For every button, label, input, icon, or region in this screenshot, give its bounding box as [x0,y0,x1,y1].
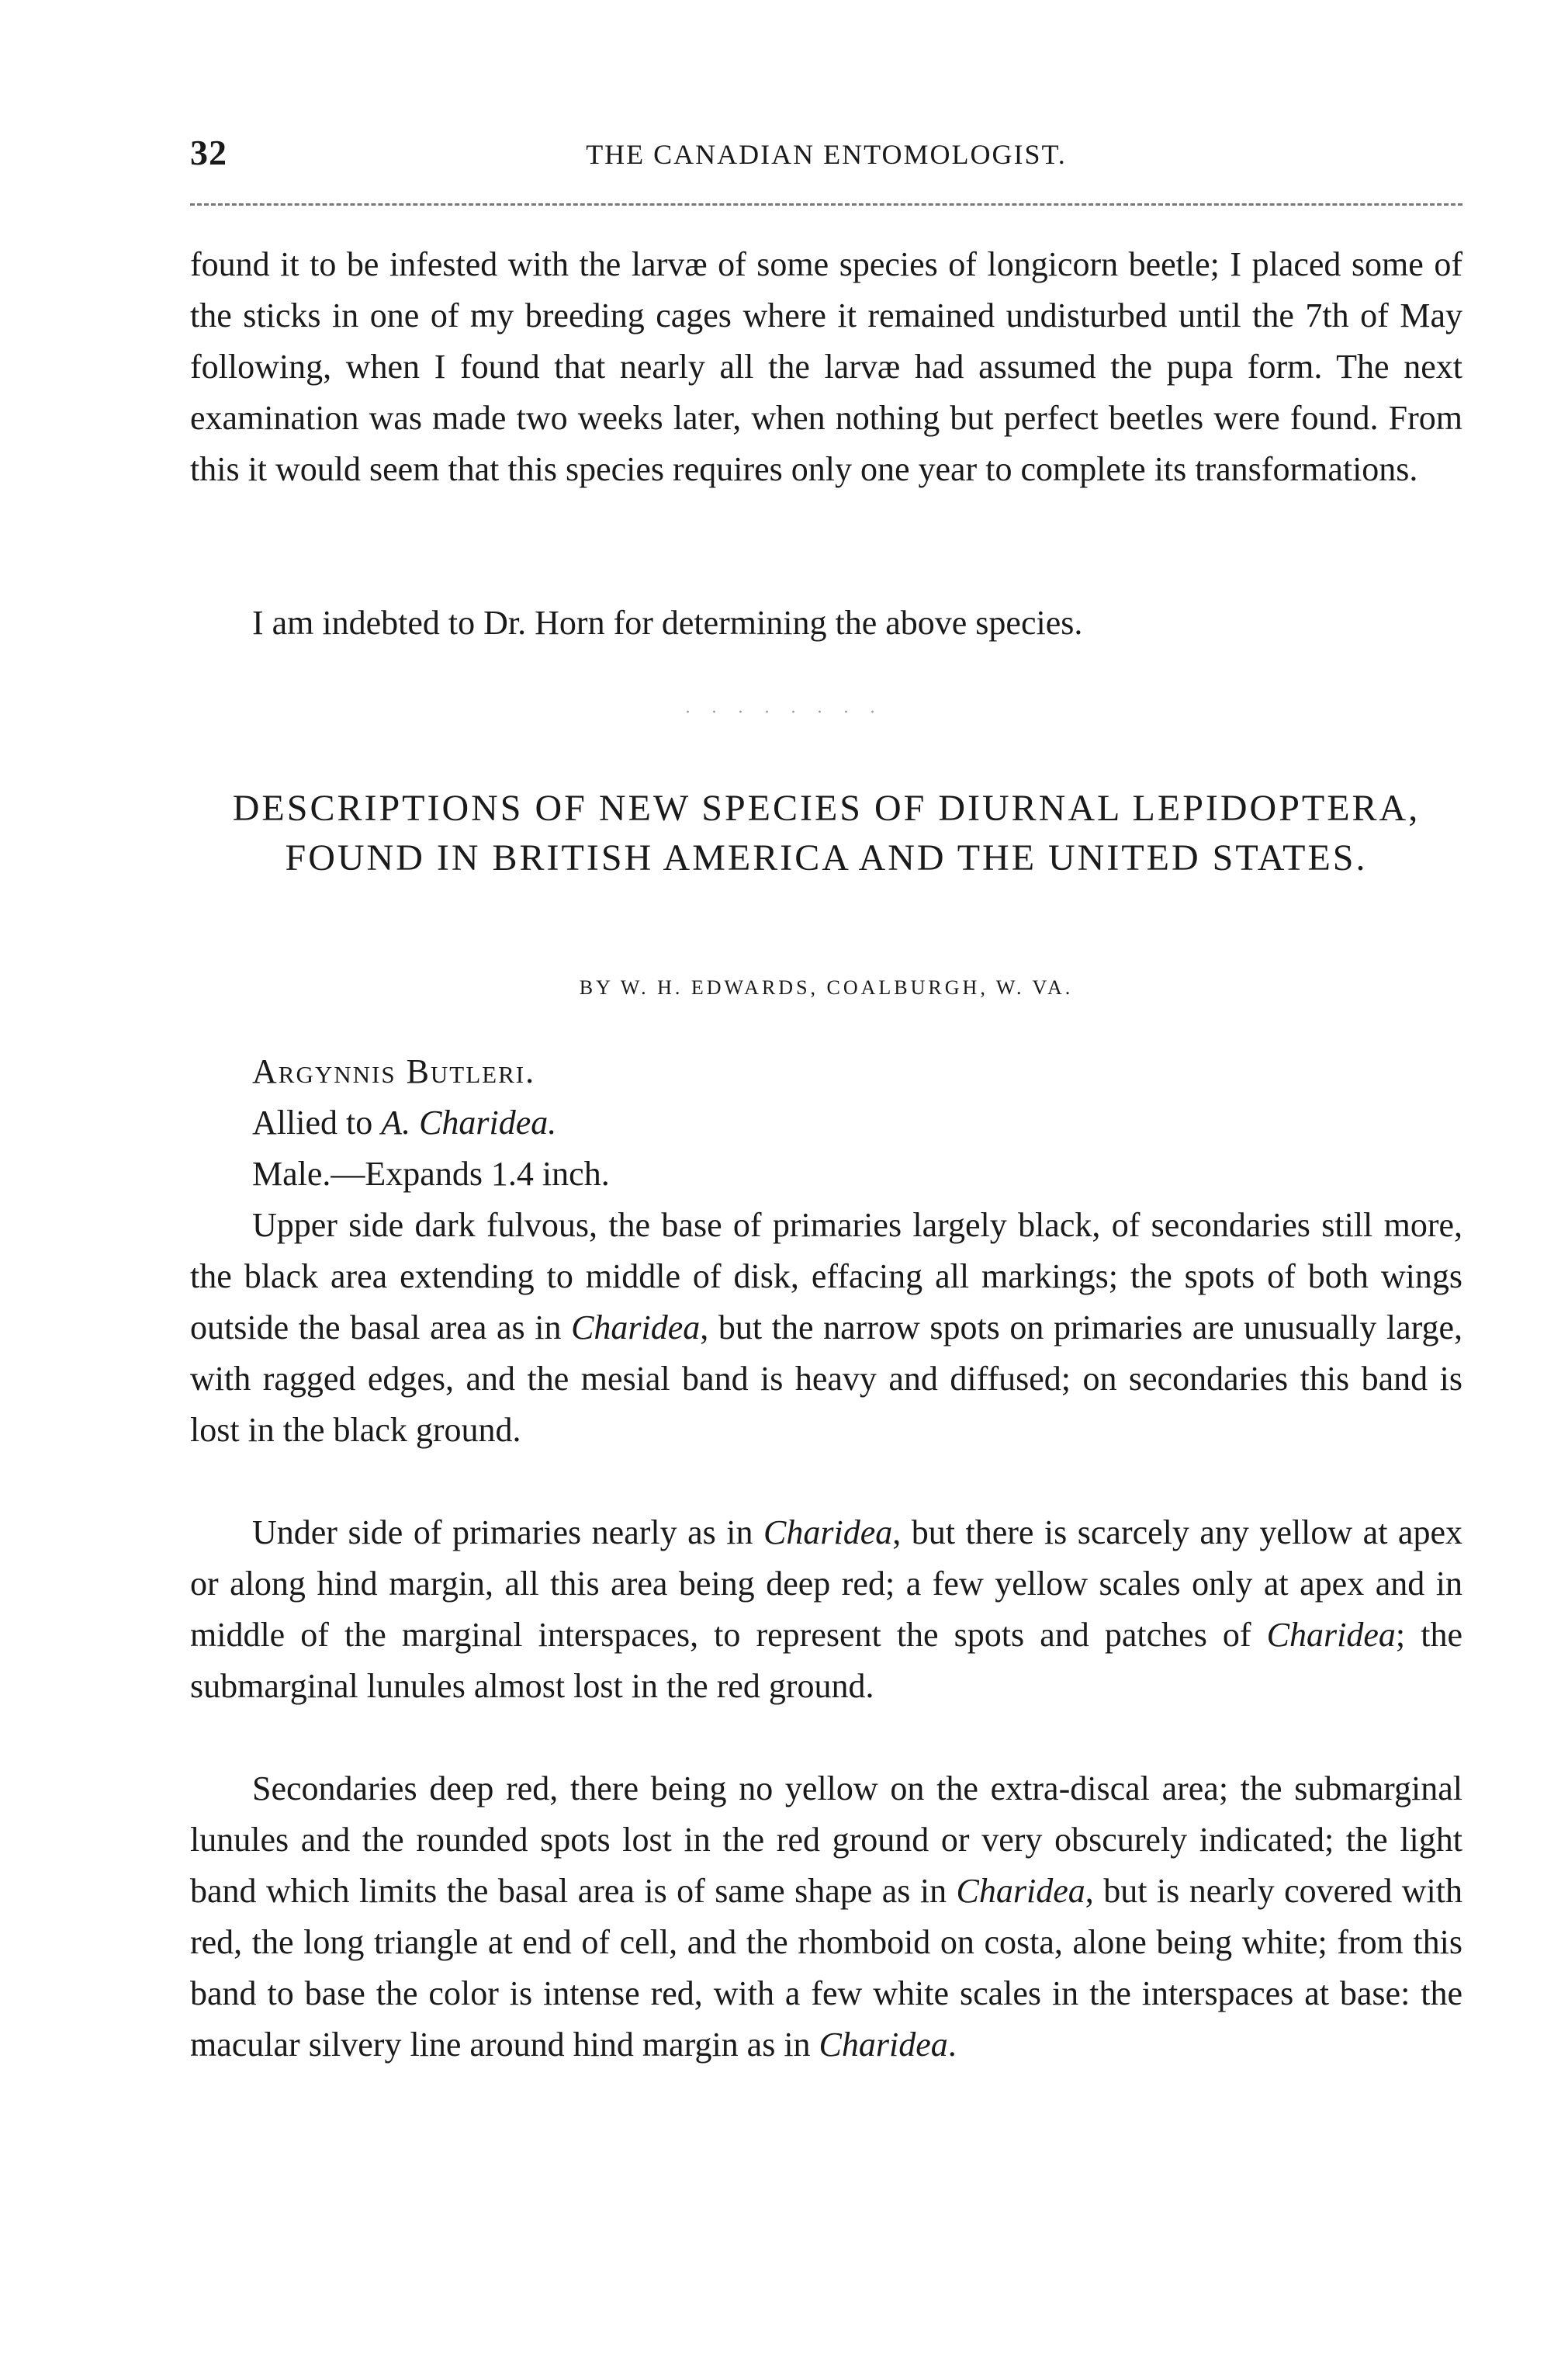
sec-text-1: Secondaries deep red, there being no yellow on the extra-discal area; the submarginal lunules and the rounded spots lost in the red ground or very obscurely indicated; the light band which limits the basal area is of same shape as in [190,1769,1462,1910]
allied-line [252,1097,1462,1149]
journal-title: THE CANADIAN ENTOMOLOGIST. [586,139,1067,170]
under-species-ref-1: Charidea [763,1513,893,1551]
running-head [190,132,1462,178]
continued-paragraph: found it to be infested with the larvæ of some species of longicorn beetle; I placed some of the sticks in one of my breeding cages where it remained undisturbed until the 7th of May following, when I found that nearly all the larvæ had assumed the pupa form. The next examination was made two weeks later, when nothing but perfect beetles were found. From this it would seem that this species requires only one year to complete its transformations. [190,245,1462,488]
article-title: DESCRIPTIONS OF NEW SPECIES OF DIURNAL LEPIDOPTERA, FOUND IN BRITISH AMERICA AND THE UNITED STATES. [232,788,1421,879]
species-name: Argynnis Butleri. [252,1052,536,1090]
allied-prefix: Allied to [252,1104,382,1142]
sec-text-3: . [947,2026,957,2064]
under-text-2: , but there is scarcely any yellow at apex or along hind margin, all this area being deep red; a few yellow scales only at apex and in middle of the marginal interspaces, to represent the spots and patches of [190,1513,1462,1654]
article-byline: BY W. H. EDWARDS, COALBURGH, W. VA. [579,976,1074,999]
species-heading-block [252,1046,1462,1200]
under-side-paragraph [190,1507,1462,1712]
sec-species-ref-2: Charidea [819,2026,948,2064]
acknowledgement-paragraph: I am indebted to Dr. Horn for determining the above species. [252,604,1083,642]
upper-species-ref: Charidea [571,1308,701,1346]
male-expanse: Male.—Expands 1.4 inch. [252,1155,610,1193]
under-text-1: Under side of primaries nearly as in [252,1513,763,1551]
upper-text-1: Upper side dark fulvous, the base of primaries largely black, of secondaries still more, the black area extending to middle of disk, effacing all markings; the spots of both wings outside the basal area as in [190,1206,1462,1346]
secondaries-paragraph [190,1763,1462,2071]
upper-text-2: , but the narrow spots on primaries are unusually large, with ragged edges, and the mesial band is heavy and diffused; on secondaries this band is lost in the black ground. [190,1308,1462,1449]
header-rule [190,203,1462,206]
section-ornament: · · · · · · · · [684,702,884,723]
sec-species-ref-1: Charidea [956,1872,1085,1910]
upper-side-paragraph [190,1200,1462,1456]
page-number: 32 [190,133,227,172]
under-text-3: ; the submarginal lunules almost lost in the red ground. [190,1616,1462,1705]
allied-species: A. Charidea. [381,1104,557,1142]
sec-text-2: , but is nearly covered with red, the long triangle at end of cell, and the rhomboid on costa, alone being white; from this band to base the color is intense red, with a few white scales in the interspaces at base: the macular silvery line around hind margin as in [190,1872,1462,2064]
under-species-ref-2: Charidea [1266,1616,1396,1654]
